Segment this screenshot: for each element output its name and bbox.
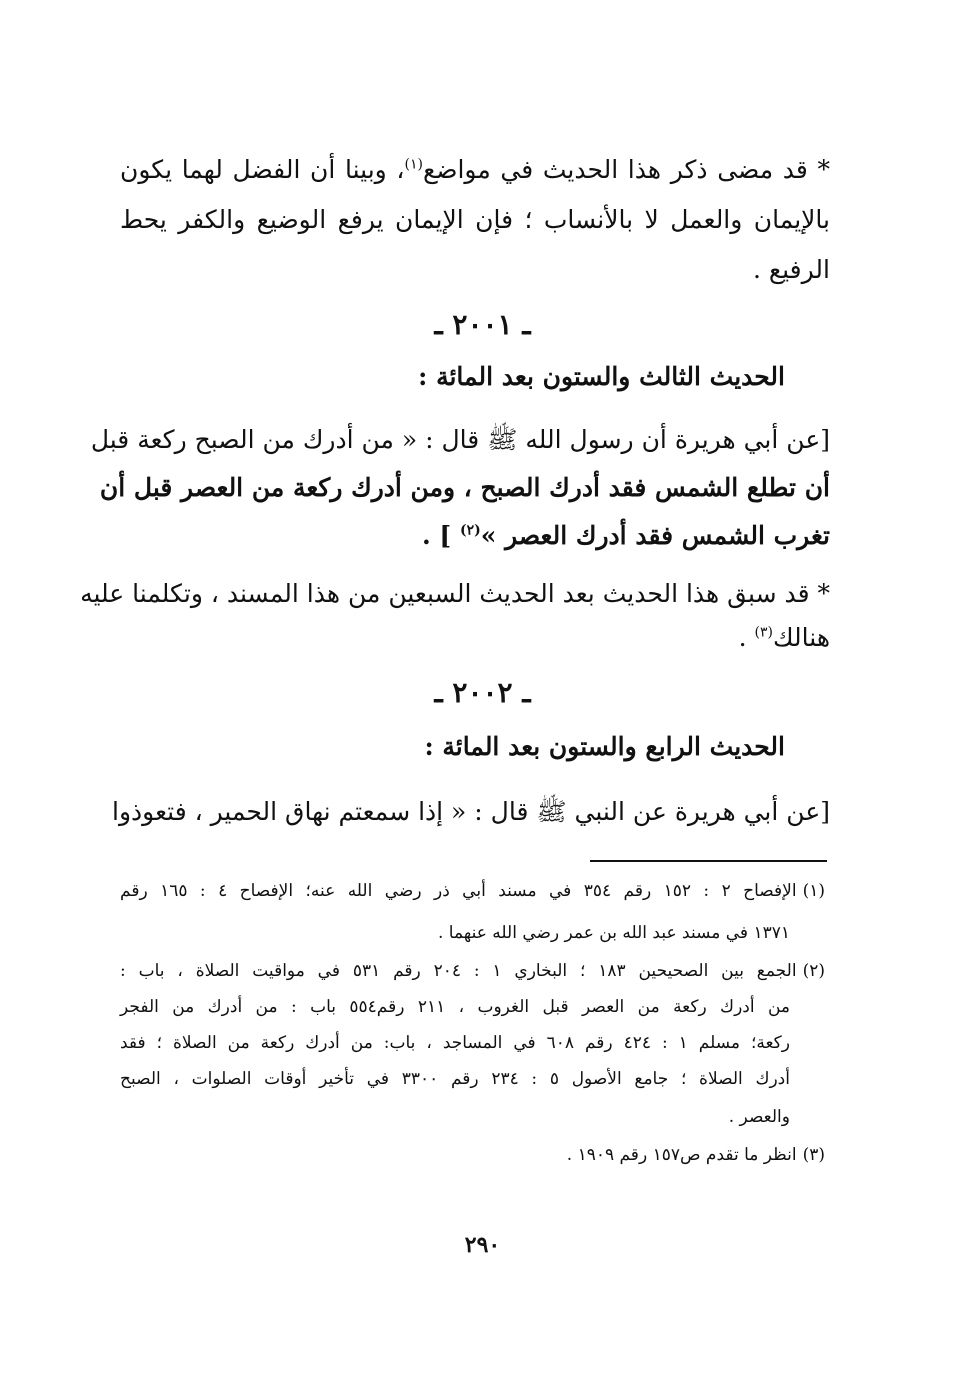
footnote-2-line-2: من أدرك ركعة من العصر قبل الغروب ، ٢١١ رقم٥٥٤ باب : من أدرك من الفجر <box>120 997 791 1017</box>
footnote-2-line-4: أدرك الصلاة ؛ جامع الأصول ٥ : ٢٣٤ رقم ٣٣٠٠ في تأخير أوقات الصلوات ، الصبح <box>120 1069 790 1089</box>
footnote-3-line-1: (٣)انظر ما تقدم ص١٥٧ رقم ١٩٠٩ . <box>120 1140 825 1170</box>
footnote-ref-1[interactable]: (١) <box>404 156 423 173</box>
footnote-2-line-3: ركعة؛ مسلم ١ : ٤٢٤ رقم ٦٠٨ في المساجد ، باب: من أدرك ركعة من الصلاة ؛ فقد <box>120 1033 790 1053</box>
footnote-3-number: (٣) <box>802 1145 825 1165</box>
hadith-number-2002: ـ ٢٠٠٢ ـ <box>434 676 531 709</box>
comment-2001-line-1: * قد سبق هذا الحديث بعد الحديث السبعين من هذا المسند ، وتكلمنا عليه <box>80 579 830 608</box>
footnote-2-line-1: (٢)الجمع بين الصحيحين ١٨٣ ؛ البخاري ١ : ٢٠٤ رقم ٥٣١ في مواقيت الصلاة ، باب : <box>120 956 825 986</box>
hadith-2002-line-1: [عن أبي هريرة عن النبي ﷺ قال : « إذا سمعتم نهاق الحمير ، فتعوذوا <box>112 797 830 826</box>
para1-line-3: الرفيع . <box>752 255 830 284</box>
footnote-1-number: (١) <box>802 881 825 901</box>
footnote-2-number: (٢) <box>802 961 825 981</box>
hadith-2001-line-3: تغرب الشمس فقد أدرك العصر »$^{(٢)}$ ] . <box>422 521 830 550</box>
hadith-title-2001: الحديث الثالث والستون بعد المائة : <box>418 362 785 391</box>
hadith-2001-line-2: أن تطلع الشمس فقد أدرك الصبح ، ومن أدرك ركعة من العصر قبل أن <box>99 473 830 502</box>
footnote-1-line-1: (١)الإفصاح ٢ : ١٥٢ رقم ٣٥٤ في مسند أبي ذر رضي الله عنه؛ الإفصاح ٤ : ١٦٥ رقم <box>120 876 825 906</box>
para1-line-1: * قد مضى ذكر هذا الحديث في مواضع$^{(١)}$، وبينا أن الفضل لهما يكون <box>120 155 830 184</box>
footnote-ref-2[interactable]: (٢) <box>459 522 481 539</box>
footnote-ref-3[interactable]: (٣) <box>754 624 773 641</box>
hadith-title-2002: الحديث الرابع والستون بعد المائة : <box>424 732 785 761</box>
para1-line-2: بالإيمان والعمل لا بالأنساب ؛ فإن الإيمان يرفع الوضيع والكفر يحط <box>120 205 830 234</box>
hadith-2001-line-1: [عن أبي هريرة أن رسول الله ﷺ قال : « من أدرك من الصبح ركعة قبل <box>90 425 830 454</box>
comment-2001-line-2: هنالك$^{(٣)}$ . <box>738 623 830 652</box>
page-number: ٢٩٠ <box>464 1232 501 1258</box>
hadith-number-2001: ـ ٢٠٠١ ـ <box>434 308 531 341</box>
footnote-1-line-2: ١٣٧١ في مسند عبد الله بن عمر رضي الله عنهما . <box>437 923 790 943</box>
footnote-separator <box>590 860 827 862</box>
footnote-2-line-5: والعصر . <box>728 1107 790 1127</box>
